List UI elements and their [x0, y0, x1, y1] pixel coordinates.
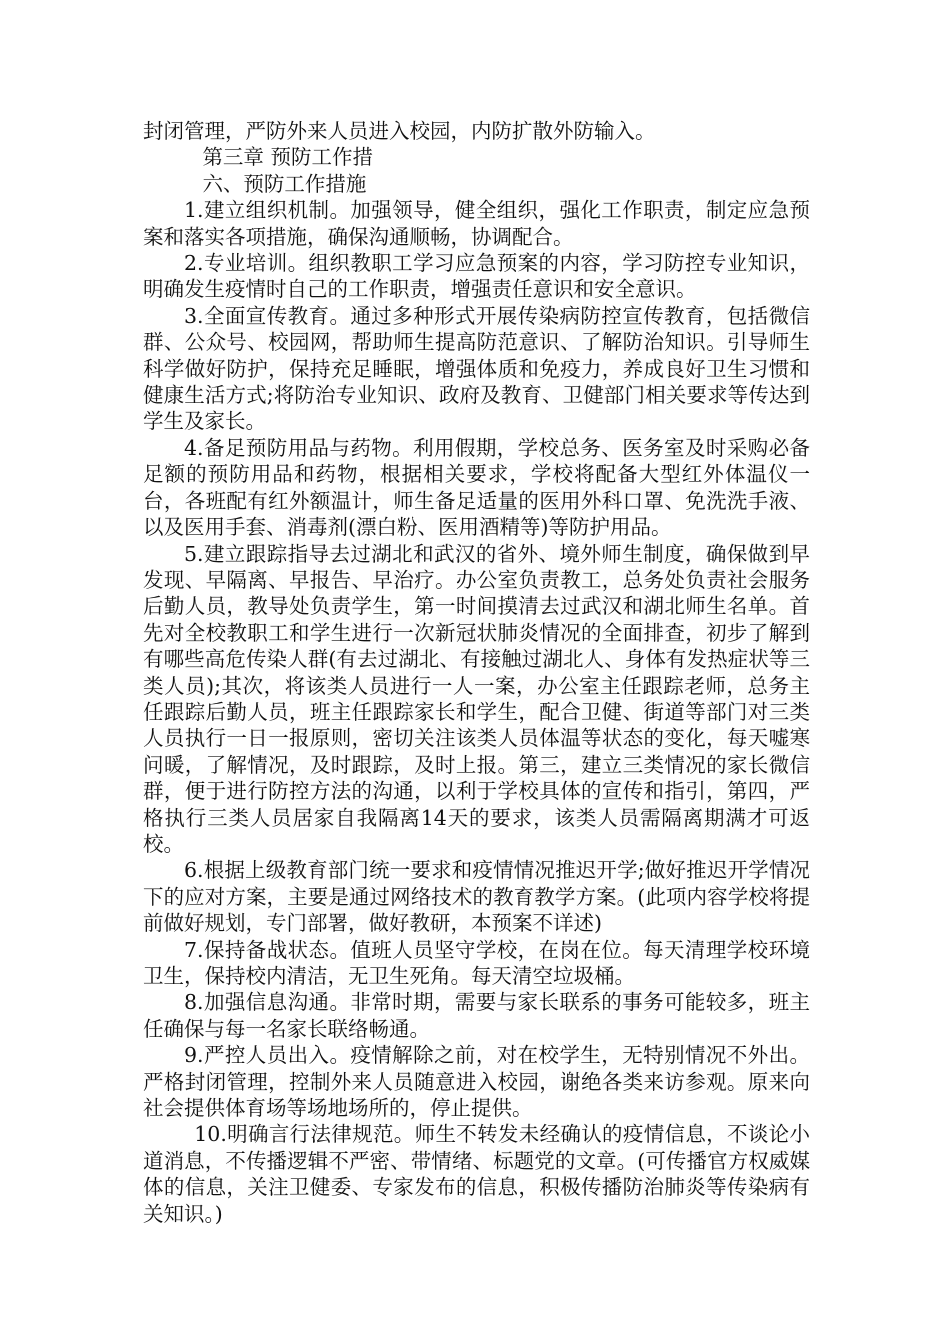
- chapter-heading: 第三章 预防工作措: [202, 145, 373, 170]
- paragraph-item-3: 3.全面宣传教育。通过多种形式开展传染病防控宣传教育，包括微信群、公众号、校园网，帮助师生提高防范意识、了解防治知识。引导师生科学做好防护，保持充足睡眠，增强体质和免疫力，养成良好卫生习惯和健康生活方式;将防治专业知识、政府及教育、卫健部门相关要求等传达到学生及家长。: [143, 303, 810, 434]
- paragraph-item-7: 7.保持备战状态。值班人员坚守学校，在岗在位。每天清理学校环境卫生，保持校内清洁，无卫生死角。每天清空垃圾桶。: [143, 937, 810, 988]
- paragraph-item-1: 1.建立组织机制。加强领导，健全组织，强化工作职责，制定应急预案和落实各项措施，确保沟通顺畅，协调配合。: [143, 198, 810, 249]
- paragraph-item-4: 4.备足预防用品与药物。利用假期，学校总务、医务室及时采购必备足额的预防用品和药物，根据相关要求，学校将配备大型红外体温仪一台，各班配有红外额温计，师生备足适量的医用外科口罩、免洗洗手液、以及医用手套、消毒剂(漂白粉、医用酒精等)等防护用品。: [143, 435, 810, 540]
- paragraph-item-5: 5.建立跟踪指导去过湖北和武汉的省外、境外师生制度，确保做到早发现、早隔离、早报告、早治疗。办公室负责教工，总务处负责社会服务后勤人员，教导处负责学生，第一时间摸清去过武汉和湖北师生名单。首先对全校教职工和学生进行一次新冠状肺炎情况的全面排查，初步了解到有哪些高危传染人群(有去过湖北、有接触过湖北人、身体有发热症状等三类人员);其次，将该类人员进行一人一案，办公室主任跟踪老师，总务主任跟踪后勤人员，班主任跟踪家长和学生，配合卫健、街道等部门对三类人员执行一日一报原则，密切关注该类人员体温等状态的变化，每天嘘寒问暖，了解情况，及时跟踪，及时上报。第三，建立三类情况的家长微信群，便于进行防控方法的沟通，以利于学校具体的宣传和指引，第四，严格执行三类人员居家自我隔离14天的要求，该类人员需隔离期满才可返校。: [143, 541, 810, 856]
- paragraph-continuation: 封闭管理，严防外来人员进入校园，内防扩散外防输入。: [143, 119, 656, 143]
- section-heading: 六、预防工作措施: [202, 171, 367, 196]
- paragraph-item-10: 10.明确言行法律规范。师生不转发未经确认的疫情信息，不谈论小道消息，不传播逻辑不严密、带情绪、标题党的文章。(可传播官方权威媒体的信息，关注卫健委、专家发布的信息，积极传播防治肺炎等传染病有关知识。): [143, 1122, 810, 1226]
- paragraph-item-2: 2.专业培训。组织教职工学习应急预案的内容，学习防控专业知识，明确发生疫情时自己的工作职责，增强责任意识和安全意识。: [143, 251, 810, 302]
- document-page: [143, 118, 810, 1227]
- paragraph-item-8: 8.加强信息沟通。非常时期，需要与家长联系的事务可能较多，班主任确保与每一名家长联络畅通。: [143, 990, 810, 1041]
- paragraph-item-6: 6.根据上级教育部门统一要求和疫情情况推迟开学;做好推迟开学情况下的应对方案，主要是通过网络技术的教育教学方案。(此项内容学校将提前做好规划，专门部署，做好教研，本预案不详述): [143, 858, 810, 936]
- paragraph-item-9: 9.严控人员出入。疫情解除之前，对在校学生，无特别情况不外出。严格封闭管理，控制外来人员随意进入校园，谢绝各类来访参观。原来向社会提供体育场等场地场所的，停止提供。: [143, 1043, 810, 1121]
